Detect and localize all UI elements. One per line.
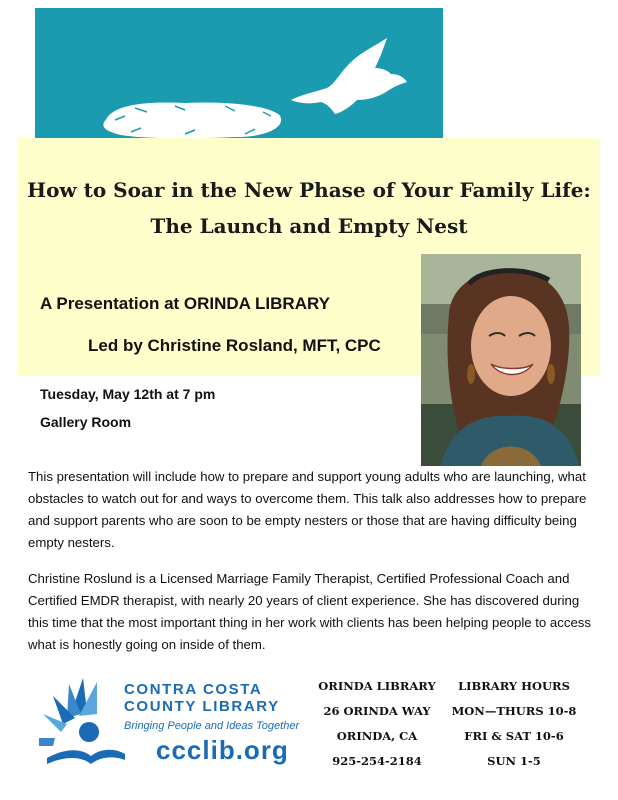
description-paragraph-1: This presentation will include how to prepare and support young adults who are launching, what obstacles to watch out for and ways to overcome them. This talk also addresses how to prepare and support parents who are soon to be empty nesters or those that are having difficulty being empty nesters.	[28, 469, 587, 550]
event-title-line2: The Launch and Empty Nest	[150, 214, 468, 238]
presenter-photo	[421, 254, 581, 466]
presenter-line: Led by Christine Rosland, MFT, CPC	[88, 336, 381, 355]
hours-heading: LIBRARY HOURS	[458, 679, 570, 693]
bird-shape	[291, 38, 407, 114]
nest-shape	[104, 104, 280, 138]
event-title-line1: How to Soar in the New Phase of Your Family Life:	[27, 178, 591, 202]
header-banner	[35, 8, 443, 138]
presentation-location: A Presentation at ORINDA LIBRARY	[40, 294, 330, 313]
library-name-line1: CONTRA COSTA	[124, 681, 263, 698]
library-website[interactable]: ccclib.org	[156, 735, 289, 765]
library-hours	[446, 676, 582, 776]
branch-phone: 925-254-2184	[332, 754, 422, 768]
event-room: Gallery Room	[40, 414, 132, 430]
branch-city: ORINDA, CA	[336, 729, 418, 743]
library-name-line2: COUNTY LIBRARY	[124, 698, 280, 715]
event-date: Tuesday, May 12th at 7 pm	[40, 386, 216, 402]
hours-weekday: MON—THURS 10-8	[451, 704, 577, 718]
branch-address: 26 ORINDA WAY	[323, 704, 431, 718]
library-logo-icon	[35, 674, 125, 774]
hours-sunday: SUN 1-5	[487, 754, 541, 768]
description-paragraph-2: Christine Roslund is a Licensed Marriage Family Therapist, Certified Professional Coach and Certified EMDR therapist, with nearly 20 years of client experience. She has discovered during this time that the most important thing in her work with clients has been helping people to access what is honestly going on inside of them.	[28, 571, 591, 652]
hours-fri-sat: FRI & SAT 10-6	[464, 729, 564, 743]
branch-info	[316, 676, 438, 776]
nest-and-bird-illustration	[35, 8, 443, 138]
library-tagline: Bringing People and Ideas Together	[124, 720, 300, 732]
branch-name: ORINDA LIBRARY	[318, 679, 436, 693]
